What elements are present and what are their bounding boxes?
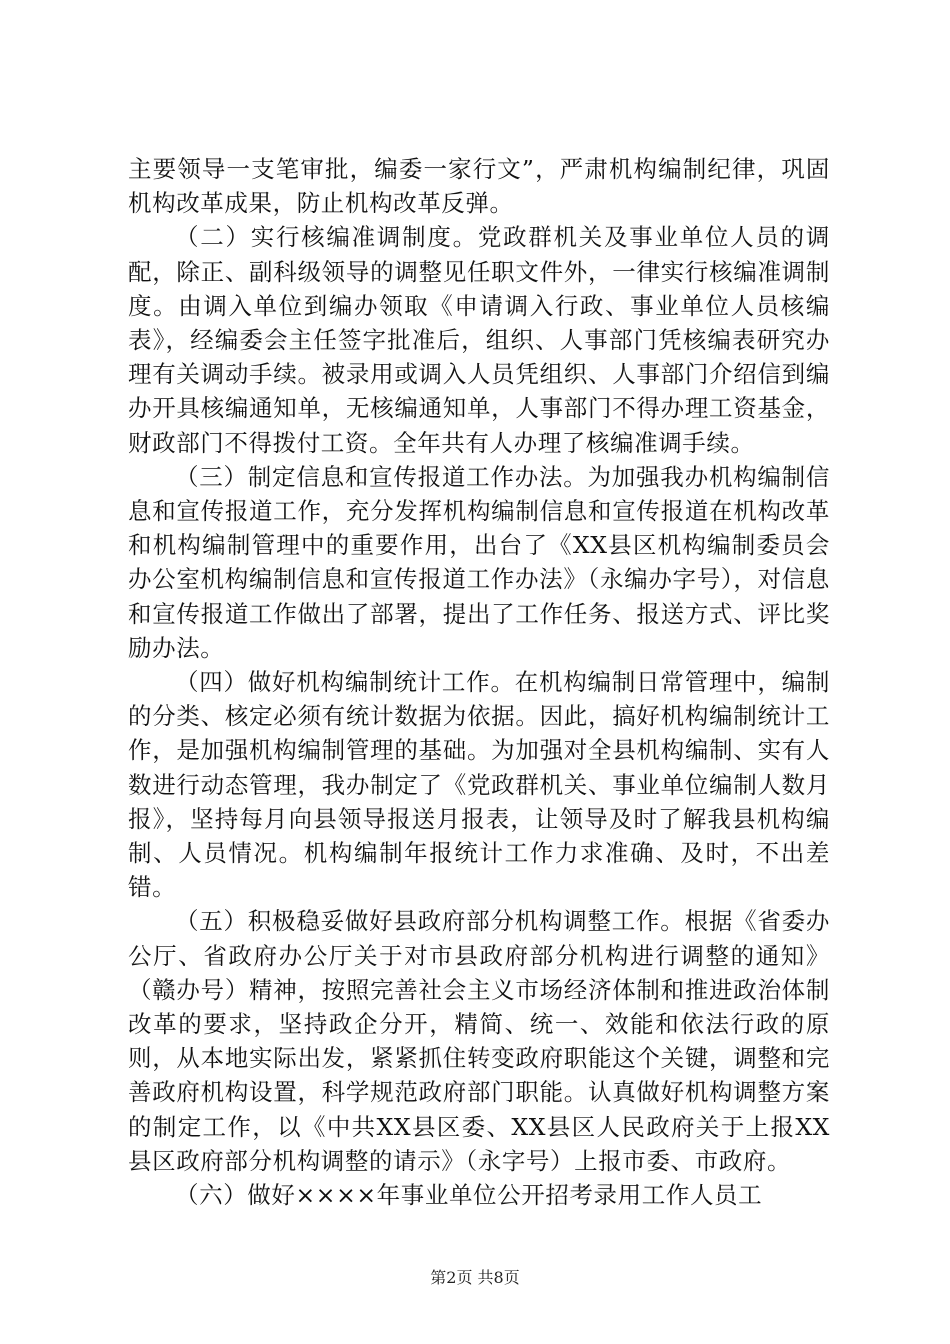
page-footer: 第2页 共8页: [430, 1268, 520, 1287]
paragraph-section-2: （二）实行核编准调制度。党政群机关及事业单位人员的调配，除正、副科级领导的调整见任职文件外，一律实行核编准调制度。由调入单位到编办领取《申请调入行政、事业单位人员核编表》，经编委会主任签字批准后，组织、人事部门凭核编表研究办理有关调动手续。被录用或调入人员凭组织、人事部门介绍信到编办开具核编通知单，无核编通知单，人事部门不得办理工资基金，财政部门不得拨付工资。全年共有人办理了核编准调手续。: [128, 223, 830, 457]
paragraph-section-3: （三）制定信息和宣传报道工作办法。为加强我办机构编制信息和宣传报道工作，充分发挥机构编制信息和宣传报道在机构改革和机构编制管理中的重要作用，出台了《XX县区机构编制委员会办公室机构编制信息和宣传报道工作办法》（永编办字号），对信息和宣传报道工作做出了部署，提出了工作任务、报送方式、评比奖励办法。: [128, 462, 830, 662]
document-body: [128, 152, 830, 1212]
paragraph-continuation: 主要领导一支笔审批，编委一家行文”，严肃机构编制纪律，巩固机构改革成果，防止机构改革反弹。: [128, 155, 830, 218]
paragraph-section-6: （六）做好××××年事业单位公开招考录用工作人员工: [175, 1181, 763, 1210]
paragraph-section-4: （四）做好机构编制统计工作。在机构编制日常管理中，编制的分类、核定必须有统计数据为依据。因此，搞好机构编制统计工作，是加强机构编制管理的基础。为加强对全县机构编制、实有人数进行动态管理，我办制定了《党政群机关、事业单位编制人数月报》，坚持每月向县领导报送月报表，让领导及时了解我县机构编制、人员情况。机构编制年报统计工作力求准确、及时，不出差错。: [128, 668, 830, 902]
paragraph-section-5: （五）积极稳妥做好县政府部分机构调整工作。根据《省委办公厅、省政府办公厅关于对市县政府部分机构进行调整的通知》（赣办号）精神，按照完善社会主义市场经济体制和推进政治体制改革的要求，坚持政企分开，精简、统一、效能和依法行政的原则，从本地实际出发，紧紧抓住转变政府职能这个关键，调整和完善政府机构设置，科学规范政府部门职能。认真做好机构调整方案的制定工作，以《中共XX县区委、XX县区人民政府关于上报XX县区政府部分机构调整的请示》（永字号）上报市委、市政府。: [128, 907, 830, 1175]
